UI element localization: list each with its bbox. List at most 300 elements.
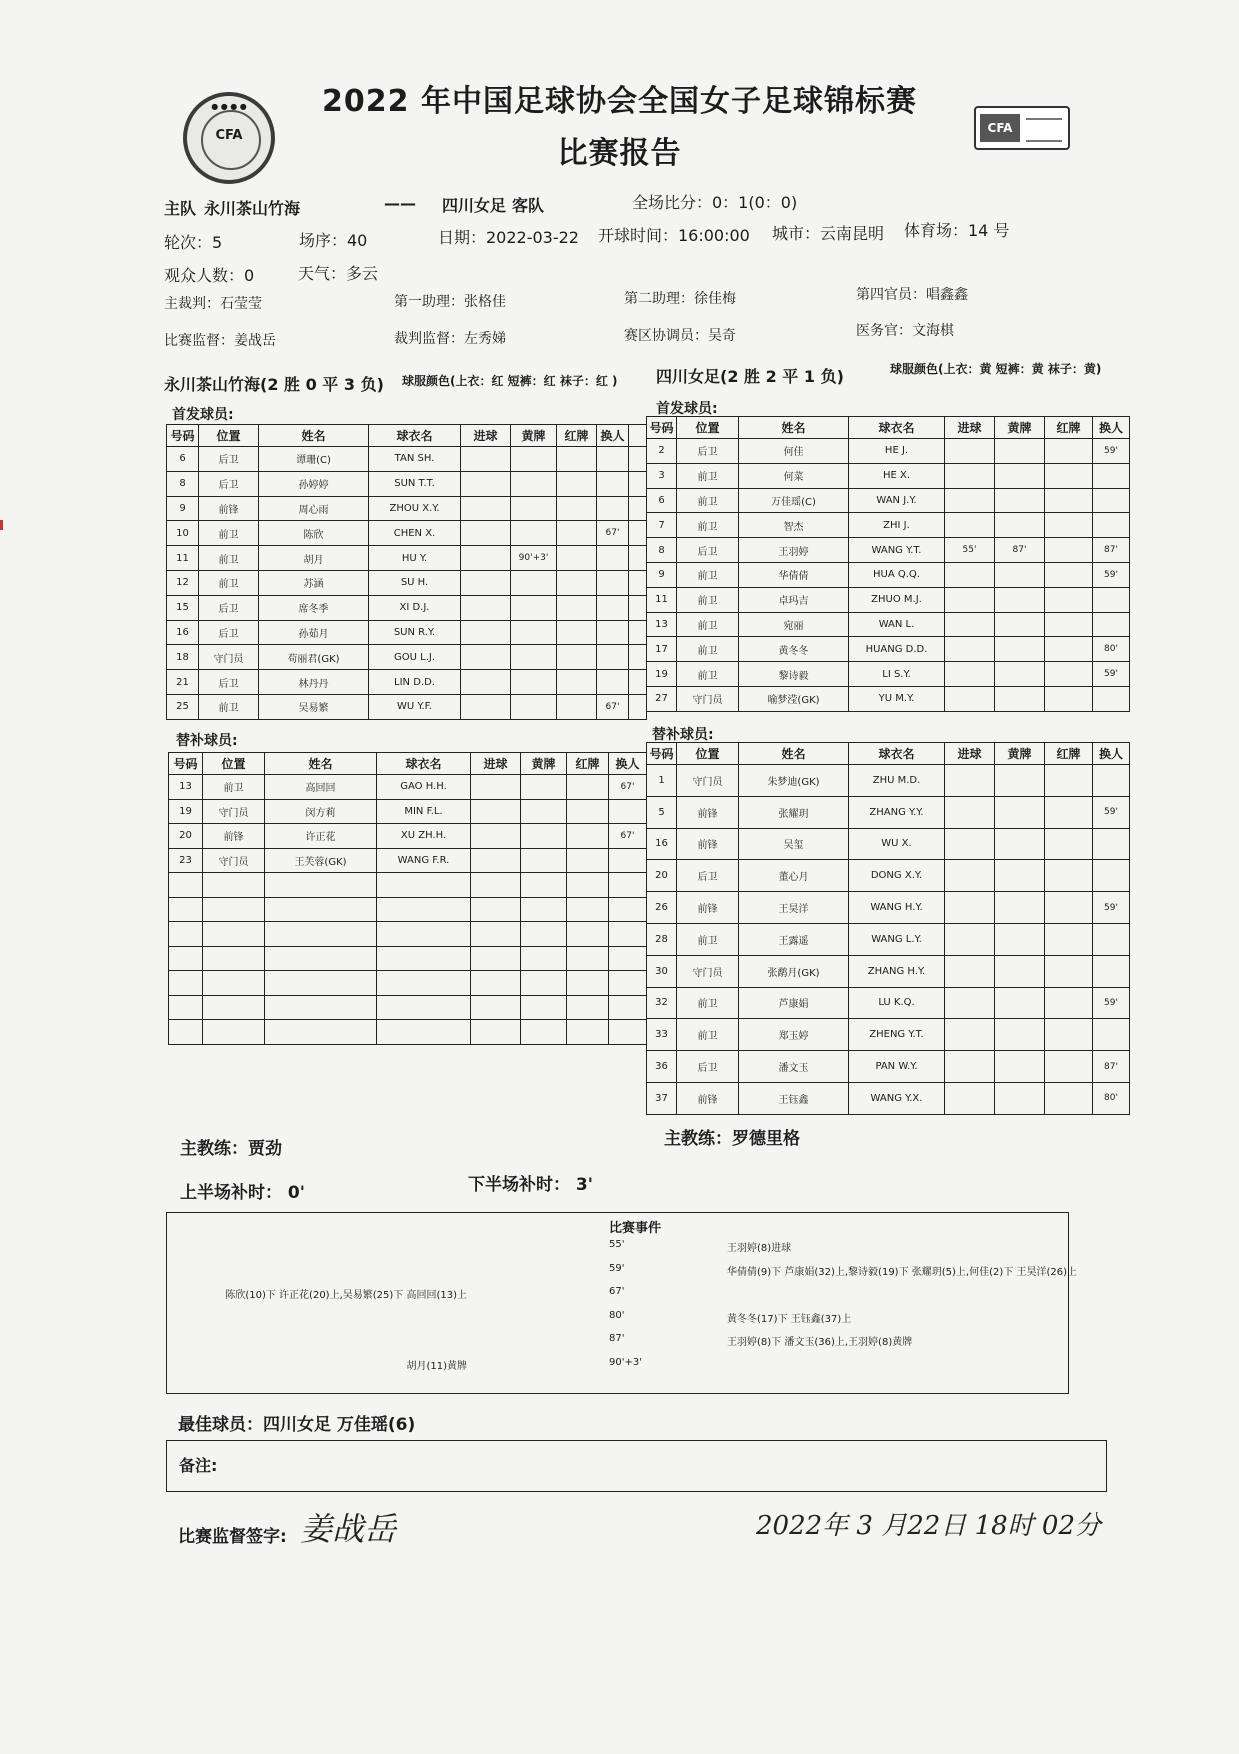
- table-cell: LIN D.D.: [369, 670, 461, 695]
- table-cell: [461, 546, 511, 571]
- table-cell: 6: [647, 488, 677, 513]
- table-cell: [1093, 587, 1130, 612]
- table-cell: 后卫: [199, 620, 259, 645]
- table-cell: 20: [169, 824, 203, 849]
- table-cell: [1093, 1019, 1130, 1051]
- table-cell: [995, 765, 1045, 797]
- table-cell: 59': [1093, 892, 1130, 924]
- match-date: 日期：2022-03-22: [438, 228, 579, 247]
- table-cell: [1093, 513, 1130, 538]
- table-cell: 9: [647, 562, 677, 587]
- table-row: [167, 521, 647, 546]
- table-cell: [265, 873, 377, 898]
- table-cell: 30: [647, 955, 677, 987]
- table-cell: [461, 496, 511, 521]
- away-starters-label: 首发球员:: [656, 401, 718, 417]
- table-row: [647, 828, 1130, 860]
- table-cell: [945, 637, 995, 662]
- table-cell: [471, 946, 521, 971]
- score: 0：1(0：0): [712, 193, 798, 212]
- table-cell: [265, 922, 377, 947]
- table-cell: [521, 1020, 567, 1045]
- table-cell: [597, 471, 629, 496]
- commissioner-signature: 姜战岳: [300, 1510, 397, 1548]
- table-row: [647, 637, 1130, 662]
- table-cell: [511, 645, 557, 670]
- table-cell: 8: [167, 471, 199, 496]
- table-cell: 吴玺: [739, 828, 849, 860]
- table-cell: [265, 1020, 377, 1045]
- table-cell: GOU L.J.: [369, 645, 461, 670]
- table-cell: [995, 637, 1045, 662]
- home-subs-label: 替补球员:: [176, 733, 238, 749]
- table-cell: 卓玛吉: [739, 587, 849, 612]
- table-cell: 前卫: [199, 546, 259, 571]
- table-cell: [203, 971, 265, 996]
- column-header: 进球: [461, 425, 511, 447]
- table-row: [169, 995, 647, 1020]
- table-cell: 27: [647, 686, 677, 711]
- table-cell: 前锋: [677, 828, 739, 860]
- table-cell: 前锋: [677, 796, 739, 828]
- table-cell: [945, 439, 995, 464]
- table-header-row: [167, 425, 647, 447]
- table-cell: [597, 620, 629, 645]
- table-cell: 55': [945, 538, 995, 563]
- table-cell: 37: [647, 1082, 677, 1114]
- table-cell: 后卫: [677, 860, 739, 892]
- table-row: [169, 1020, 647, 1045]
- page-title: 2022 年中国足球协会全国女子足球锦标赛: [322, 84, 917, 119]
- table-row: [167, 694, 647, 719]
- table-cell: [567, 873, 609, 898]
- table-cell: [995, 1019, 1045, 1051]
- table-cell: 闵方莉: [265, 799, 377, 824]
- match-events-title: 比赛事件: [609, 1221, 662, 1236]
- table-cell: 11: [167, 546, 199, 571]
- table-row: [647, 513, 1130, 538]
- column-header: 球衣名: [377, 753, 471, 775]
- table-row: [169, 897, 647, 922]
- table-cell: [995, 796, 1045, 828]
- table-cell: [169, 995, 203, 1020]
- table-row: [167, 447, 647, 472]
- table-row: [647, 860, 1130, 892]
- table-cell: [629, 570, 647, 595]
- table-cell: [511, 595, 557, 620]
- table-row: [169, 946, 647, 971]
- table-cell: [203, 897, 265, 922]
- table-cell: ZHI J.: [849, 513, 945, 538]
- table-cell: 苟丽君(GK): [259, 645, 369, 670]
- table-cell: ZHUO M.J.: [849, 587, 945, 612]
- table-cell: SUN R.Y.: [369, 620, 461, 645]
- table-cell: HE X.: [849, 463, 945, 488]
- column-header: 号码: [167, 425, 199, 447]
- table-cell: 前卫: [677, 488, 739, 513]
- table-cell: [1045, 796, 1093, 828]
- home-kit-colors: 球服颜色(上衣：红 短裤：红 袜子：红 ): [402, 374, 618, 388]
- table-cell: [1045, 587, 1093, 612]
- table-cell: 孙茹月: [259, 620, 369, 645]
- attendance: 观众人数：0: [164, 266, 255, 285]
- table-cell: [609, 897, 647, 922]
- column-header: 号码: [647, 417, 677, 439]
- table-cell: [377, 971, 471, 996]
- table-cell: 前卫: [199, 521, 259, 546]
- table-cell: [1045, 923, 1093, 955]
- table-cell: 17: [647, 637, 677, 662]
- event-minute: 59': [609, 1262, 625, 1274]
- event-minute: 87': [609, 1333, 625, 1344]
- table-cell: 胡月: [259, 546, 369, 571]
- table-row: [167, 595, 647, 620]
- table-cell: [521, 873, 567, 898]
- home-team: 永川茶山竹海: [204, 199, 301, 218]
- table-cell: [521, 971, 567, 996]
- table-cell: [521, 775, 567, 800]
- table-cell: [461, 595, 511, 620]
- table-cell: 7: [647, 513, 677, 538]
- table-cell: [557, 447, 597, 472]
- table-cell: 谭珊(C): [259, 447, 369, 472]
- table-cell: 前锋: [199, 496, 259, 521]
- event-minute: 90'+3': [609, 1356, 642, 1368]
- table-cell: [567, 946, 609, 971]
- table-row: [169, 824, 647, 849]
- table-cell: [169, 897, 203, 922]
- cfa-logo-left: ● ● ● ● CFA: [183, 92, 275, 184]
- table-cell: [629, 670, 647, 695]
- table-cell: HUANG D.D.: [849, 637, 945, 662]
- vs-dash: ——: [384, 194, 416, 213]
- table-cell: [471, 873, 521, 898]
- home-coach: 主教练：贾劲: [180, 1139, 282, 1159]
- column-header: 球衣名: [369, 425, 461, 447]
- table-cell: HE J.: [849, 439, 945, 464]
- table-row: [169, 775, 647, 800]
- table-cell: [995, 612, 1045, 637]
- table-cell: [521, 824, 567, 849]
- table-cell: [567, 995, 609, 1020]
- table-cell: [169, 873, 203, 898]
- table-row: [647, 1051, 1130, 1083]
- table-cell: 前卫: [677, 923, 739, 955]
- event-minute: 80': [609, 1309, 625, 1321]
- table-cell: 5: [647, 796, 677, 828]
- table-cell: [1045, 860, 1093, 892]
- table-cell: [471, 775, 521, 800]
- table-cell: [557, 620, 597, 645]
- table-cell: [609, 946, 647, 971]
- table-cell: 前卫: [677, 637, 739, 662]
- table-cell: [945, 987, 995, 1019]
- table-cell: 15: [167, 595, 199, 620]
- table-cell: [567, 897, 609, 922]
- table-cell: [629, 620, 647, 645]
- table-cell: [557, 694, 597, 719]
- table-cell: [203, 922, 265, 947]
- table-row: [167, 471, 647, 496]
- table-cell: [1045, 637, 1093, 662]
- table-cell: 前锋: [677, 1082, 739, 1114]
- home-starters-label: 首发球员:: [172, 407, 234, 423]
- cfa-logo-left-text: CFA: [215, 128, 243, 143]
- red-margin-mark: [0, 520, 3, 530]
- table-cell: [1093, 765, 1130, 797]
- table-row: [167, 670, 647, 695]
- event-away-text: 王羽婷(8)下 潘文玉(36)上,王羽婷(8)黄牌: [727, 1337, 913, 1348]
- table-cell: [377, 897, 471, 922]
- table-cell: 16: [167, 620, 199, 645]
- column-header: 姓名: [739, 417, 849, 439]
- column-header: 红牌: [567, 753, 609, 775]
- table-cell: [1045, 686, 1093, 711]
- table-cell: [945, 686, 995, 711]
- table-cell: 华倩倩: [739, 562, 849, 587]
- table-row: [647, 987, 1130, 1019]
- table-cell: [1045, 1082, 1093, 1114]
- match-no: 场序：40: [299, 231, 368, 250]
- table-cell: [471, 897, 521, 922]
- table-row: [647, 796, 1130, 828]
- table-cell: 67': [609, 775, 647, 800]
- table-cell: [1045, 765, 1093, 797]
- column-header: 黄牌: [511, 425, 557, 447]
- round: 轮次：5: [164, 233, 223, 252]
- table-cell: [1045, 562, 1093, 587]
- table-row: [647, 538, 1130, 563]
- column-header: 红牌: [1045, 417, 1093, 439]
- table-cell: 36: [647, 1051, 677, 1083]
- table-cell: 前卫: [677, 987, 739, 1019]
- table-cell: 高回回: [265, 775, 377, 800]
- table-cell: [521, 848, 567, 873]
- away-team-record: 四川女足(2 胜 2 平 1 负): [656, 367, 844, 386]
- table-cell: [377, 922, 471, 947]
- table-row: [167, 570, 647, 595]
- table-cell: [1093, 828, 1130, 860]
- table-row: [169, 971, 647, 996]
- table-cell: [995, 587, 1045, 612]
- table-cell: [1093, 463, 1130, 488]
- remarks-box: [166, 1440, 1107, 1492]
- table-cell: [203, 1020, 265, 1045]
- table-cell: [995, 955, 1045, 987]
- table-cell: 9: [167, 496, 199, 521]
- table-cell: [945, 562, 995, 587]
- table-cell: [169, 1020, 203, 1045]
- table-cell: 13: [169, 775, 203, 800]
- column-header: 换人: [1093, 743, 1130, 765]
- table-cell: 90'+3': [511, 546, 557, 571]
- table-cell: SU H.: [369, 570, 461, 595]
- table-cell: 3: [647, 463, 677, 488]
- table-cell: [629, 694, 647, 719]
- table-cell: [511, 521, 557, 546]
- table-cell: [461, 645, 511, 670]
- column-header: 换人: [609, 753, 647, 775]
- table-cell: [567, 775, 609, 800]
- table-header-row: [647, 743, 1130, 765]
- table-cell: [471, 799, 521, 824]
- table-cell: 1: [647, 765, 677, 797]
- column-header: 位置: [199, 425, 259, 447]
- table-cell: [1045, 513, 1093, 538]
- table-cell: YU M.Y.: [849, 686, 945, 711]
- table-cell: [629, 645, 647, 670]
- table-cell: [597, 645, 629, 670]
- column-header: 红牌: [1045, 743, 1093, 765]
- table-cell: 26: [647, 892, 677, 924]
- table-cell: 前卫: [677, 513, 739, 538]
- table-cell: [265, 897, 377, 922]
- table-cell: 后卫: [199, 595, 259, 620]
- away-kit-colors: 球服颜色(上衣：黄 短裤：黄 袜子：黄): [890, 362, 1102, 376]
- column-header: 换人: [1093, 417, 1130, 439]
- column-header: 姓名: [265, 753, 377, 775]
- table-cell: [557, 546, 597, 571]
- column-header: 黄牌: [521, 753, 567, 775]
- event-away-text: 黄冬冬(17)下 王钰鑫(37)上: [727, 1313, 852, 1325]
- table-cell: 孙婷婷: [259, 471, 369, 496]
- table-cell: [1045, 612, 1093, 637]
- column-header: 位置: [677, 417, 739, 439]
- away-team: 四川女足: [442, 196, 507, 215]
- table-cell: [995, 562, 1045, 587]
- table-cell: WANG L.Y.: [849, 923, 945, 955]
- column-header: 球衣名: [849, 743, 945, 765]
- table-cell: 前卫: [203, 775, 265, 800]
- table-cell: 前卫: [199, 570, 259, 595]
- table-cell: [1045, 1051, 1093, 1083]
- table-cell: [597, 595, 629, 620]
- table-cell: [461, 447, 511, 472]
- table-cell: [629, 521, 647, 546]
- table-cell: 19: [647, 662, 677, 687]
- table-cell: [945, 955, 995, 987]
- table-cell: [511, 694, 557, 719]
- table-cell: [1093, 923, 1130, 955]
- table-cell: [945, 612, 995, 637]
- table-cell: 苏涵: [259, 570, 369, 595]
- table-cell: [945, 860, 995, 892]
- table-cell: 后卫: [677, 439, 739, 464]
- table-cell: 席冬季: [259, 595, 369, 620]
- table-cell: [609, 848, 647, 873]
- table-cell: WANG F.R.: [377, 848, 471, 873]
- event-minute: 55': [609, 1239, 625, 1250]
- table-cell: 87': [1093, 538, 1130, 563]
- table-cell: [995, 923, 1045, 955]
- table-cell: [597, 447, 629, 472]
- table-cell: [609, 873, 647, 898]
- table-cell: [945, 587, 995, 612]
- score-label: 全场比分：: [632, 193, 713, 212]
- table-cell: 喻梦滢(GK): [739, 686, 849, 711]
- table-cell: 后卫: [199, 670, 259, 695]
- table-cell: [995, 892, 1045, 924]
- table-row: [647, 892, 1130, 924]
- table-cell: [557, 521, 597, 546]
- table-cell: WANG H.Y.: [849, 892, 945, 924]
- table-cell: 59': [1093, 662, 1130, 687]
- table-cell: [521, 995, 567, 1020]
- table-row: [647, 765, 1130, 797]
- table-row: [647, 955, 1130, 987]
- table-cell: 67': [597, 694, 629, 719]
- table-cell: ZHANG Y.Y.: [849, 796, 945, 828]
- referee-assessor: 裁判监督：左秀娣: [394, 331, 506, 347]
- table-cell: [511, 670, 557, 695]
- table-row: [167, 645, 647, 670]
- table-cell: 23: [169, 848, 203, 873]
- second-half-added-time: 下半场补时： 3': [468, 1175, 593, 1195]
- table-cell: WANG Y.T.: [849, 538, 945, 563]
- table-cell: [1045, 662, 1093, 687]
- table-cell: 20: [647, 860, 677, 892]
- away-starters-table: [646, 416, 1130, 712]
- away-coach: 主教练：罗德里格: [664, 1129, 800, 1149]
- table-cell: [945, 463, 995, 488]
- table-cell: 67': [597, 521, 629, 546]
- table-cell: ZHENG Y.T.: [849, 1019, 945, 1051]
- table-cell: 前卫: [677, 562, 739, 587]
- cfa-logo-right-text: CFA: [980, 114, 1020, 142]
- table-cell: 后卫: [677, 538, 739, 563]
- table-cell: [461, 521, 511, 546]
- table-row: [647, 463, 1130, 488]
- table-cell: ZHU M.D.: [849, 765, 945, 797]
- table-cell: [609, 799, 647, 824]
- table-cell: [567, 824, 609, 849]
- table-cell: 许正花: [265, 824, 377, 849]
- table-cell: WAN J.Y.: [849, 488, 945, 513]
- table-cell: [629, 595, 647, 620]
- table-cell: [567, 848, 609, 873]
- table-cell: [1045, 955, 1093, 987]
- table-row: [647, 439, 1130, 464]
- table-cell: [471, 824, 521, 849]
- table-cell: [567, 971, 609, 996]
- table-cell: [945, 662, 995, 687]
- table-cell: 守门员: [199, 645, 259, 670]
- table-cell: [945, 488, 995, 513]
- table-cell: [511, 570, 557, 595]
- table-cell: 张耀玥: [739, 796, 849, 828]
- table-cell: [511, 496, 557, 521]
- table-cell: 黎诗毅: [739, 662, 849, 687]
- cfa-logo-right: [974, 106, 1070, 150]
- column-header: 黄牌: [995, 743, 1045, 765]
- event-away-text: 华倩倩(9)下 芦康娟(32)上,黎诗毅(19)下 张耀玥(5)上,何佳(2)下 王昊洋(26)上: [727, 1266, 1077, 1278]
- table-cell: [1093, 860, 1130, 892]
- table-cell: [945, 796, 995, 828]
- table-cell: SUN T.T.: [369, 471, 461, 496]
- kickoff-time: 开球时间：16:00:00: [598, 226, 750, 245]
- table-cell: 12: [167, 570, 199, 595]
- table-cell: [377, 873, 471, 898]
- table-cell: 59': [1093, 796, 1130, 828]
- table-cell: ZHANG H.Y.: [849, 955, 945, 987]
- fourth-official: 第四官员：唱鑫鑫: [856, 287, 968, 303]
- table-cell: 智杰: [739, 513, 849, 538]
- column-header: 位置: [677, 743, 739, 765]
- table-cell: 80': [1093, 637, 1130, 662]
- home-starters-table: [166, 424, 647, 720]
- table-cell: [995, 662, 1045, 687]
- table-cell: 王昊洋: [739, 892, 849, 924]
